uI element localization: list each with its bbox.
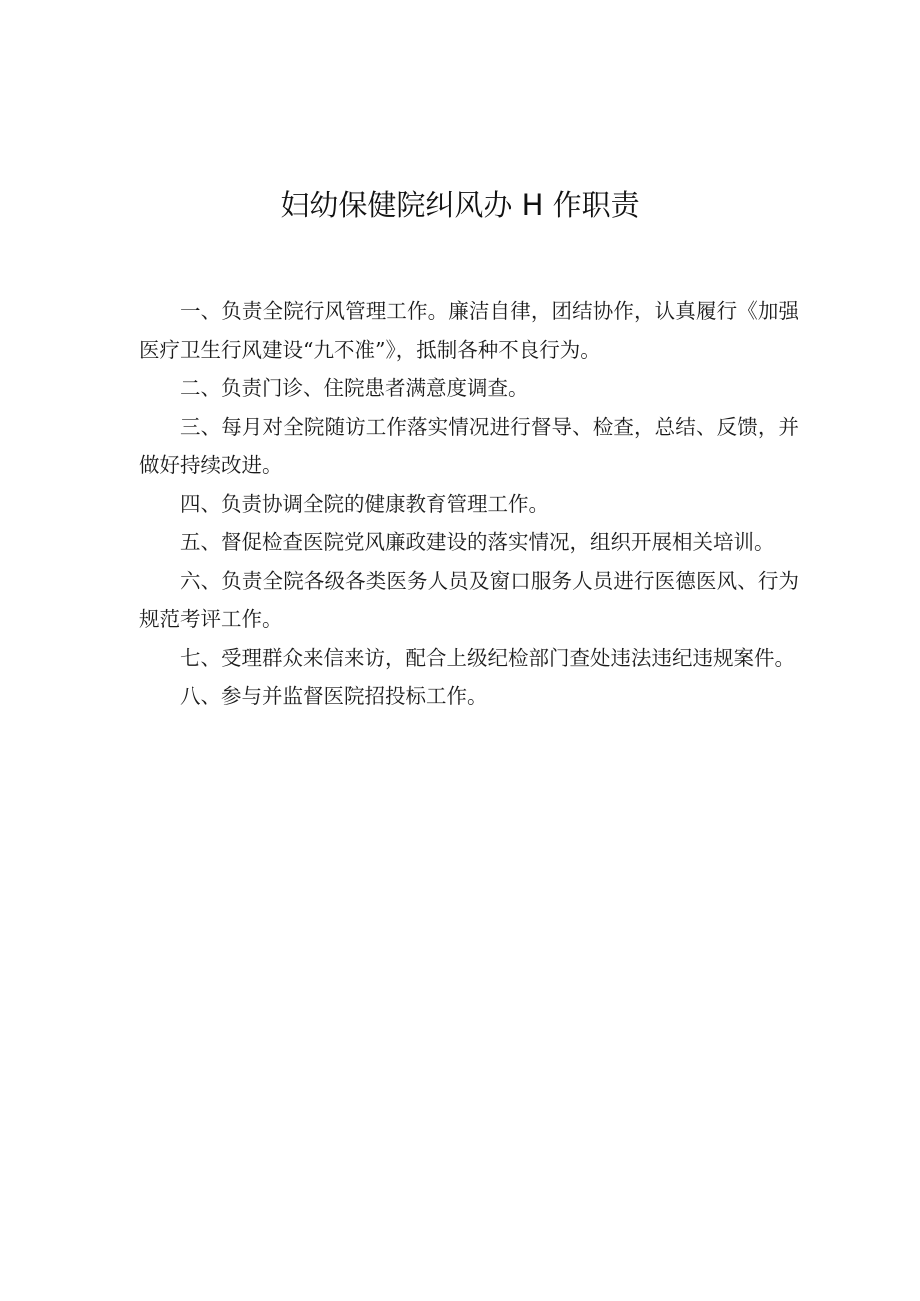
duty-item-4: 四、负责协调全院的健康教育管理工作。: [180, 491, 549, 516]
duty-item-7: 七、受理群众来信来访，配合上级纪检部门查处违法违纪违规案件。: [180, 645, 795, 670]
duty-item-8: 八、参与并监督医院招投标工作。: [180, 684, 488, 708]
duty-item-1: 一、负责全院行风管理工作。廉洁自律，团结协作，认真履行《加强医疗卫生行风建设“九不准”》，抵制各种不良行为。: [139, 299, 799, 362]
duty-item-3: 三、每月对全院随访工作落实情况进行督导、检查，总结、反馈，并做好持续改进。: [139, 414, 799, 477]
document-title: 妇幼保健院纠风办 H 作职责: [280, 188, 640, 222]
duty-item-5: 五、督促检查医院党风廉政建设的落实情况，组织开展相关培训。: [180, 530, 775, 554]
document-body: [139, 292, 799, 716]
duty-item-6: 六、负责全院各级各类医务人员及窗口服务人员进行医德医风、行为规范考评工作。: [139, 568, 799, 631]
duty-item-2: 二、负责门诊、住院患者满意度调查。: [180, 376, 529, 400]
